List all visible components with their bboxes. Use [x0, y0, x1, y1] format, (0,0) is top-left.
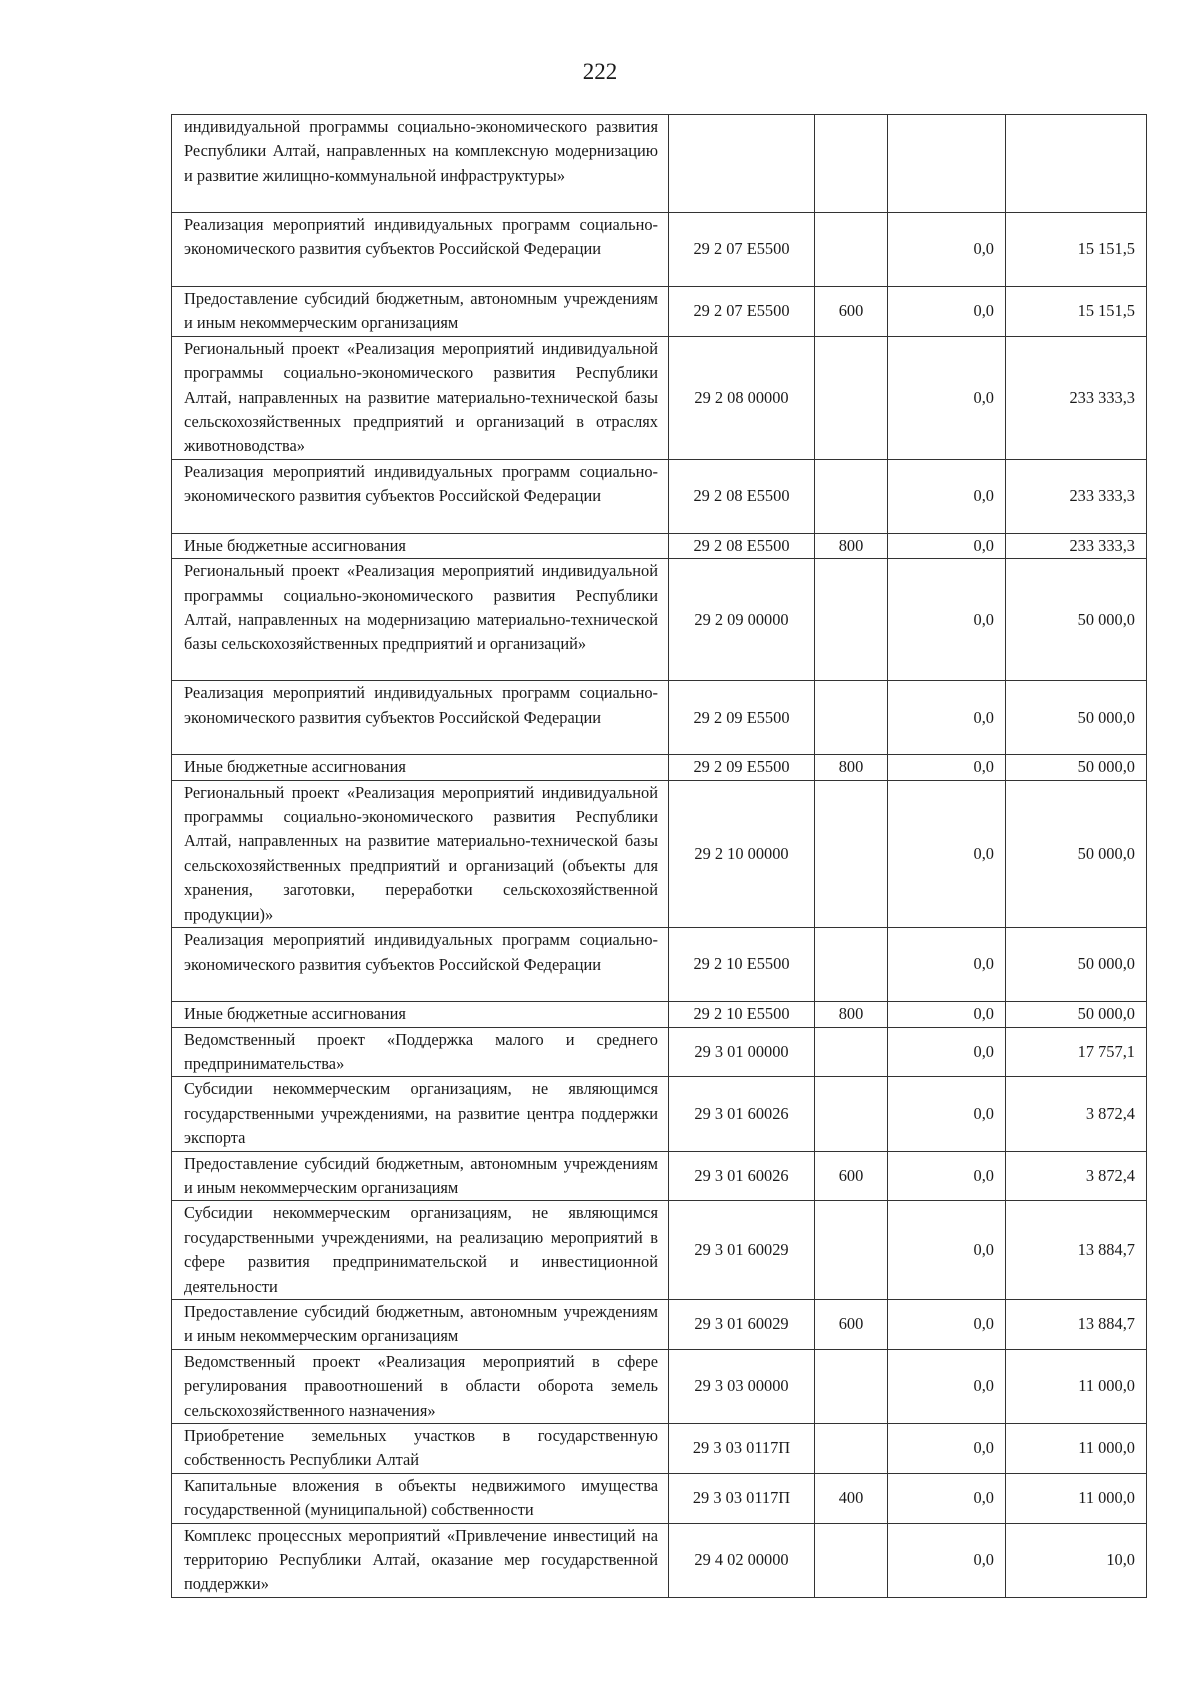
- table-row: [172, 1349, 1147, 1423]
- target-code-cell: 29 2 10 Е5500: [669, 928, 815, 1002]
- target-code-cell: 29 2 09 00000: [669, 559, 815, 681]
- target-code-cell: 29 4 02 00000: [669, 1523, 815, 1597]
- amount-cell-1: 0,0: [888, 755, 1006, 780]
- amount-cell-1: 0,0: [888, 559, 1006, 681]
- amount-cell-2: 17 757,1: [1006, 1027, 1147, 1077]
- expense-type-cell: 800: [815, 1002, 888, 1027]
- row-name-cell: Реализация мероприятий индивидуальных программ социально-экономического развития субъектов Российской Федерации: [172, 928, 669, 1002]
- amount-cell-1: 0,0: [888, 533, 1006, 558]
- amount-cell-1: 0,0: [888, 1151, 1006, 1201]
- amount-cell-2: 3 872,4: [1006, 1151, 1147, 1201]
- row-name-cell: Реализация мероприятий индивидуальных программ социально-экономического развития субъектов Российской Федерации: [172, 213, 669, 287]
- amount-cell-1: 0,0: [888, 1473, 1006, 1523]
- row-name-cell: Иные бюджетные ассигнования: [172, 755, 669, 780]
- row-name-cell: Субсидии некоммерческим организациям, не являющимся государственными учреждениями, на реализацию мероприятий в сфере развития предпринимательской и инвестиционной деятельности: [172, 1201, 669, 1300]
- row-name-cell: Региональный проект «Реализация мероприятий индивидуальной программы социально-экономического развития Республики Алтай, направленных на развитие материально-технической базы сельскохозяйственных предприятий и организаций в отраслях животноводства»: [172, 336, 669, 459]
- amount-cell-1: 0,0: [888, 1077, 1006, 1151]
- amount-cell-1: 0,0: [888, 928, 1006, 1002]
- amount-cell-2: 233 333,3: [1006, 533, 1147, 558]
- expense-type-cell: [815, 1424, 888, 1474]
- amount-cell-1: 0,0: [888, 1201, 1006, 1300]
- expense-type-cell: [815, 115, 888, 213]
- table-row: [172, 459, 1147, 533]
- expense-type-cell: [815, 213, 888, 287]
- row-name-cell: Ведомственный проект «Реализация мероприятий в сфере регулирования правоотношений в области оборота земель сельскохозяйственного назначения»: [172, 1349, 669, 1423]
- amount-cell-2: 11 000,0: [1006, 1349, 1147, 1423]
- expense-type-cell: [815, 1027, 888, 1077]
- row-name-cell: Иные бюджетные ассигнования: [172, 1002, 669, 1027]
- target-code-cell: 29 2 07 Е5500: [669, 287, 815, 337]
- target-code-cell: 29 3 01 60026: [669, 1077, 815, 1151]
- expense-type-cell: 600: [815, 287, 888, 337]
- amount-cell-2: [1006, 115, 1147, 213]
- table-row: [172, 1473, 1147, 1523]
- table-row: [172, 755, 1147, 780]
- page-number: 222: [582, 59, 618, 84]
- expense-type-cell: [815, 459, 888, 533]
- table-row: [172, 1424, 1147, 1474]
- amount-cell-2: 50 000,0: [1006, 559, 1147, 681]
- target-code-cell: 29 3 01 00000: [669, 1027, 815, 1077]
- row-name-cell: Капитальные вложения в объекты недвижимого имущества государственной (муниципальной) собственности: [172, 1473, 669, 1523]
- budget-table: [171, 114, 1147, 1598]
- expense-type-cell: 600: [815, 1151, 888, 1201]
- target-code-cell: 29 3 01 60029: [669, 1201, 815, 1300]
- table-row: [172, 681, 1147, 755]
- table-row: [172, 115, 1147, 213]
- amount-cell-1: 0,0: [888, 681, 1006, 755]
- amount-cell-2: 13 884,7: [1006, 1299, 1147, 1349]
- expense-type-cell: 400: [815, 1473, 888, 1523]
- target-code-cell: 29 2 09 Е5500: [669, 755, 815, 780]
- target-code-cell: 29 3 03 0117П: [669, 1424, 815, 1474]
- table-row: [172, 1201, 1147, 1300]
- amount-cell-2: 50 000,0: [1006, 928, 1147, 1002]
- row-name-cell: Приобретение земельных участков в государственную собственность Республики Алтай: [172, 1424, 669, 1474]
- expense-type-cell: [815, 1077, 888, 1151]
- amount-cell-1: 0,0: [888, 287, 1006, 337]
- row-name-cell: Предоставление субсидий бюджетным, автономным учреждениям и иным некоммерческим организациям: [172, 1151, 669, 1201]
- row-name-cell: Предоставление субсидий бюджетным, автономным учреждениям и иным некоммерческим организациям: [172, 1299, 669, 1349]
- amount-cell-2: 10,0: [1006, 1523, 1147, 1597]
- amount-cell-2: 3 872,4: [1006, 1077, 1147, 1151]
- table-row: [172, 336, 1147, 459]
- target-code-cell: 29 2 10 Е5500: [669, 1002, 815, 1027]
- amount-cell-1: 0,0: [888, 780, 1006, 927]
- amount-cell-1: 0,0: [888, 1523, 1006, 1597]
- amount-cell-2: 233 333,3: [1006, 459, 1147, 533]
- target-code-cell: 29 3 01 60029: [669, 1299, 815, 1349]
- amount-cell-2: 50 000,0: [1006, 755, 1147, 780]
- amount-cell-1: 0,0: [888, 213, 1006, 287]
- amount-cell-1: 0,0: [888, 336, 1006, 459]
- amount-cell-1: 0,0: [888, 1027, 1006, 1077]
- expense-type-cell: [815, 1523, 888, 1597]
- table-row: [172, 1077, 1147, 1151]
- target-code-cell: 29 3 01 60026: [669, 1151, 815, 1201]
- table-row: [172, 559, 1147, 681]
- amount-cell-1: 0,0: [888, 459, 1006, 533]
- amount-cell-1: 0,0: [888, 1299, 1006, 1349]
- row-name-cell: Ведомственный проект «Поддержка малого и среднего предпринимательства»: [172, 1027, 669, 1077]
- target-code-cell: 29 2 08 00000: [669, 336, 815, 459]
- table-row: [172, 928, 1147, 1002]
- amount-cell-2: 13 884,7: [1006, 1201, 1147, 1300]
- table-row: [172, 533, 1147, 558]
- row-name-cell: Комплекс процессных мероприятий «Привлечение инвестиций на территорию Республики Алтай, оказание мер государственной поддержки»: [172, 1523, 669, 1597]
- row-name-cell: Иные бюджетные ассигнования: [172, 533, 669, 558]
- row-name-cell: Региональный проект «Реализация мероприятий индивидуальной программы социально-экономического развития Республики Алтай, направленных на модернизацию материально-технической базы сельскохозяйственных предприятий и организаций»: [172, 559, 669, 681]
- amount-cell-2: 15 151,5: [1006, 287, 1147, 337]
- expense-type-cell: [815, 928, 888, 1002]
- amount-cell-2: 11 000,0: [1006, 1424, 1147, 1474]
- target-code-cell: 29 3 03 0117П: [669, 1473, 815, 1523]
- expense-type-cell: [815, 1349, 888, 1423]
- amount-cell-1: 0,0: [888, 1424, 1006, 1474]
- expense-type-cell: 800: [815, 533, 888, 558]
- expense-type-cell: [815, 780, 888, 927]
- expense-type-cell: [815, 559, 888, 681]
- row-name-cell: Предоставление субсидий бюджетным, автономным учреждениям и иным некоммерческим организациям: [172, 287, 669, 337]
- target-code-cell: 29 2 10 00000: [669, 780, 815, 927]
- row-name-cell: Субсидии некоммерческим организациям, не являющимся государственными учреждениями, на развитие центра поддержки экспорта: [172, 1077, 669, 1151]
- amount-cell-2: 50 000,0: [1006, 780, 1147, 927]
- table-row: [172, 1002, 1147, 1027]
- expense-type-cell: 800: [815, 755, 888, 780]
- target-code-cell: 29 2 07 Е5500: [669, 213, 815, 287]
- amount-cell-2: 11 000,0: [1006, 1473, 1147, 1523]
- expense-type-cell: 600: [815, 1299, 888, 1349]
- expense-type-cell: [815, 681, 888, 755]
- target-code-cell: [669, 115, 815, 213]
- target-code-cell: 29 2 09 Е5500: [669, 681, 815, 755]
- amount-cell-1: [888, 115, 1006, 213]
- target-code-cell: 29 2 08 Е5500: [669, 459, 815, 533]
- table-row: [172, 780, 1147, 927]
- target-code-cell: 29 2 08 Е5500: [669, 533, 815, 558]
- amount-cell-1: 0,0: [888, 1349, 1006, 1423]
- table-row: [172, 1151, 1147, 1201]
- expense-type-cell: [815, 336, 888, 459]
- target-code-cell: 29 3 03 00000: [669, 1349, 815, 1423]
- table-row: [172, 1027, 1147, 1077]
- amount-cell-1: 0,0: [888, 1002, 1006, 1027]
- amount-cell-2: 233 333,3: [1006, 336, 1147, 459]
- amount-cell-2: 50 000,0: [1006, 1002, 1147, 1027]
- table-row: [172, 213, 1147, 287]
- table-row: [172, 1523, 1147, 1597]
- row-name-cell: индивидуальной программы социально-экономического развития Республики Алтай, направленных на комплексную модернизацию и развитие жилищно-коммунальной инфраструктуры»: [172, 115, 669, 213]
- table-row: [172, 287, 1147, 337]
- row-name-cell: Реализация мероприятий индивидуальных программ социально-экономического развития субъектов Российской Федерации: [172, 459, 669, 533]
- row-name-cell: Региональный проект «Реализация мероприятий индивидуальной программы социально-экономического развития Республики Алтай, направленных на развитие материально-технической базы сельскохозяйственных предприятий и организаций (объекты для хранения, заготовки, переработки сельскохозяйственной продукции)»: [172, 780, 669, 927]
- amount-cell-2: 15 151,5: [1006, 213, 1147, 287]
- table-row: [172, 1299, 1147, 1349]
- expense-type-cell: [815, 1201, 888, 1300]
- row-name-cell: Реализация мероприятий индивидуальных программ социально-экономического развития субъектов Российской Федерации: [172, 681, 669, 755]
- amount-cell-2: 50 000,0: [1006, 681, 1147, 755]
